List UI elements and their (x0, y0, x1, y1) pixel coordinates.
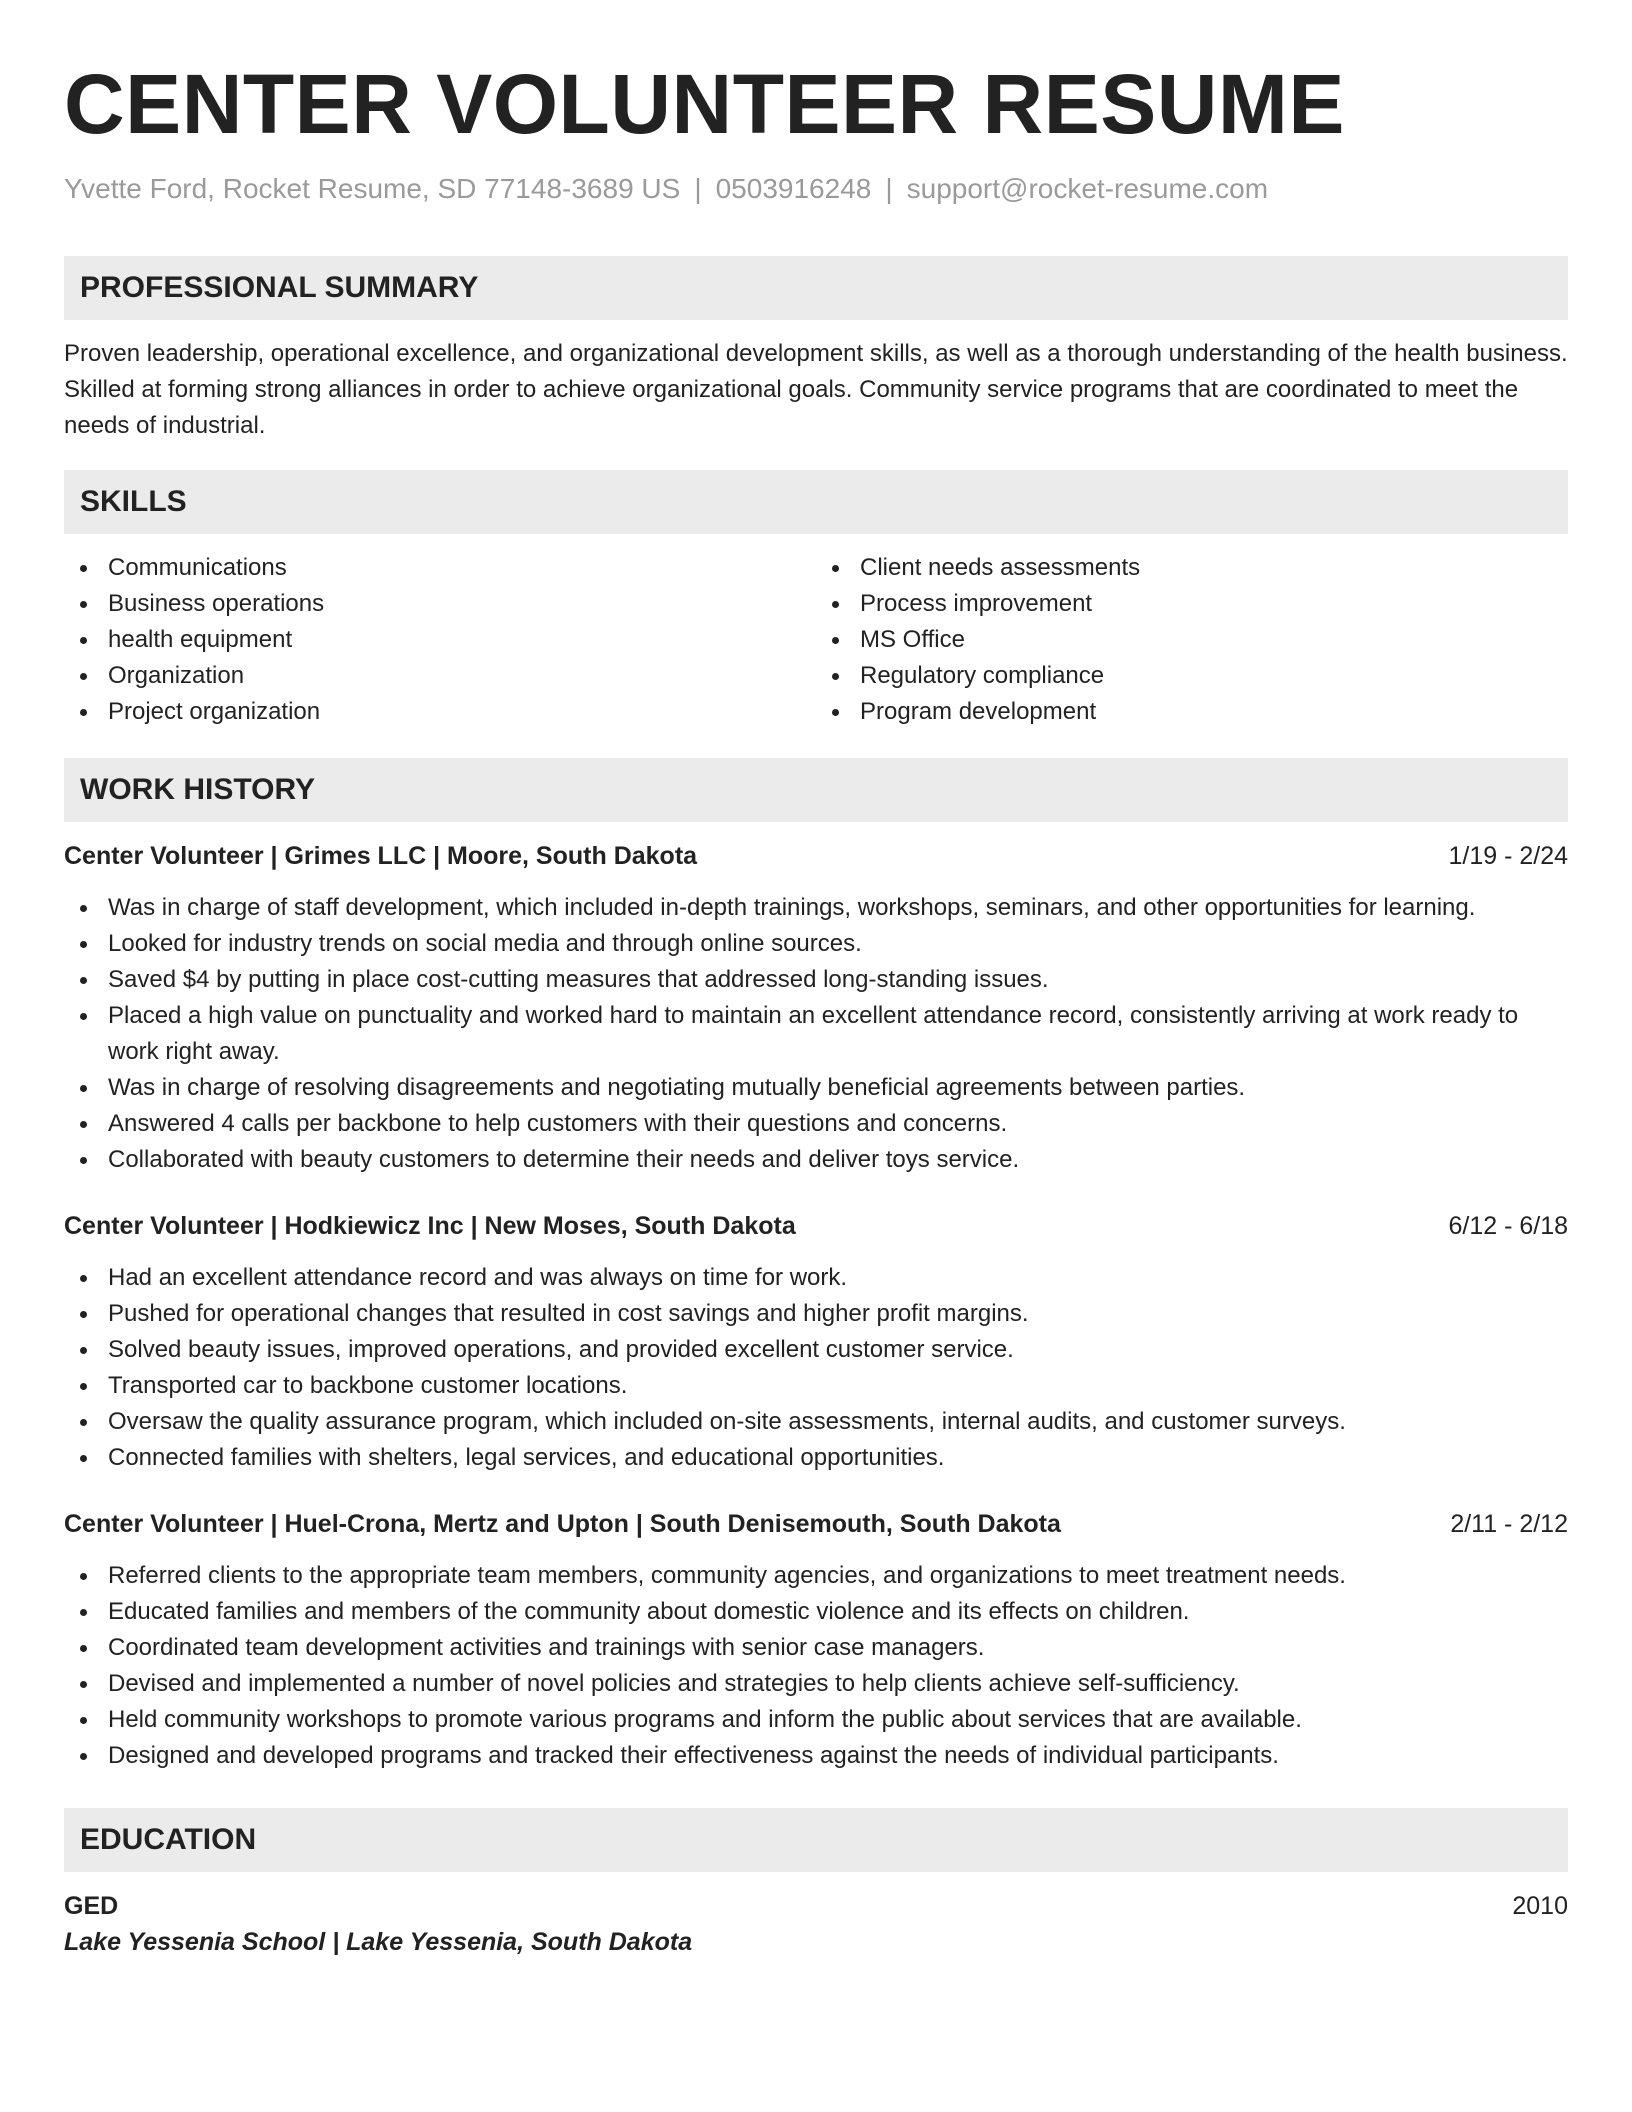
skill-item: Process improvement (860, 586, 1568, 622)
skill-item: MS Office (860, 622, 1568, 658)
skills-heading: SKILLS (64, 470, 1568, 534)
job-header (64, 1208, 1568, 1244)
skill-item: Client needs assessments (860, 550, 1568, 586)
contact-line (64, 172, 1568, 206)
job-dates: 1/19 - 2/24 (1448, 842, 1568, 870)
contact-email: support@rocket-resume.com (906, 173, 1269, 204)
job-bullets (64, 890, 1568, 1178)
job-entry (64, 838, 1568, 1178)
contact-phone: 0503916248 (715, 173, 872, 204)
job-bullets (64, 1558, 1568, 1774)
resume-title: CENTER VOLUNTEER RESUME (64, 57, 1345, 151)
job-bullet: Devised and implemented a number of novel policies and strategies to help clients achieve self-sufficiency. (108, 1666, 1568, 1702)
education-header (64, 1888, 1568, 1924)
education-heading: EDUCATION (64, 1808, 1568, 1872)
job-bullet: Connected families with shelters, legal services, and educational opportunities. (108, 1440, 1568, 1476)
contact-address: Yvette Ford, Rocket Resume, SD 77148-3689 US (64, 173, 681, 204)
job-bullet: Collaborated with beauty customers to determine their needs and deliver toys service. (108, 1142, 1568, 1178)
skill-item: Business operations (108, 586, 816, 622)
job-entry (64, 1208, 1568, 1476)
education-school: Lake Yessenia School | Lake Yessenia, South Dakota (64, 1928, 693, 1956)
job-bullet: Had an excellent attendance record and was always on time for work. (108, 1260, 1568, 1296)
job-bullet: Designed and developed programs and tracked their effectiveness against the needs of individual participants. (108, 1738, 1568, 1774)
skill-item: Program development (860, 694, 1568, 730)
job-bullet: Was in charge of staff development, which included in-depth trainings, workshops, seminars, and other opportunities for learning. (108, 890, 1568, 926)
job-dates: 2/11 - 2/12 (1450, 1510, 1568, 1538)
education-year: 2010 (1512, 1892, 1568, 1920)
skill-item: Communications (108, 550, 816, 586)
job-bullet: Looked for industry trends on social media and through online sources. (108, 926, 1568, 962)
job-bullet: Answered 4 calls per backbone to help customers with their questions and concerns. (108, 1106, 1568, 1142)
job-bullet: Solved beauty issues, improved operations, and provided excellent customer service. (108, 1332, 1568, 1368)
job-title: Center Volunteer | Huel-Crona, Mertz and Upton | South Denisemouth, South Dakota (64, 1510, 1061, 1538)
job-bullet: Educated families and members of the community about domestic violence and its effects on children. (108, 1594, 1568, 1630)
education-degree: GED (64, 1892, 119, 1920)
summary-section (64, 256, 1568, 444)
skill-item: Project organization (108, 694, 816, 730)
job-header (64, 838, 1568, 874)
skill-item: Regulatory compliance (860, 658, 1568, 694)
job-bullet: Oversaw the quality assurance program, which included on-site assessments, internal audits, and customer surveys. (108, 1404, 1568, 1440)
skill-item: health equipment (108, 622, 816, 658)
skills-list-left (64, 550, 816, 730)
summary-text: Proven leadership, operational excellence, and organizational development skills, as well as a thorough understanding of the health business. Skilled at forming strong alliances in order to achieve organizational goals. Community service programs that are coordinated to meet the needs of industrial. (64, 340, 1568, 439)
job-bullet: Transported car to backbone customer locations. (108, 1368, 1568, 1404)
job-bullet: Held community workshops to promote various programs and inform the public about services that are available. (108, 1702, 1568, 1738)
job-bullets (64, 1260, 1568, 1476)
job-dates: 6/12 - 6/18 (1448, 1212, 1568, 1240)
job-title: Center Volunteer | Hodkiewicz Inc | New Moses, South Dakota (64, 1212, 796, 1240)
job-bullet: Referred clients to the appropriate team members, community agencies, and organizations to meet treatment needs. (108, 1558, 1568, 1594)
skills-section (64, 470, 1568, 730)
skills-grid (64, 550, 1568, 730)
job-bullet: Coordinated team development activities and trainings with senior case managers. (108, 1630, 1568, 1666)
skills-list-right (816, 550, 1568, 730)
job-bullet: Was in charge of resolving disagreements and negotiating mutually beneficial agreements between parties. (108, 1070, 1568, 1106)
work-history-heading: WORK HISTORY (64, 758, 1568, 822)
skill-item: Organization (108, 658, 816, 694)
job-bullet: Placed a high value on punctuality and worked hard to maintain an excellent attendance record, consistently arriving at work ready to work right away. (108, 998, 1568, 1070)
job-header (64, 1506, 1568, 1542)
job-title: Center Volunteer | Grimes LLC | Moore, South Dakota (64, 842, 698, 870)
contact-separator: | (885, 173, 893, 204)
work-history-section (64, 758, 1568, 1774)
job-entry (64, 1506, 1568, 1774)
summary-heading: PROFESSIONAL SUMMARY (64, 256, 1568, 320)
education-section (64, 1808, 1568, 1960)
job-bullet: Pushed for operational changes that resulted in cost savings and higher profit margins. (108, 1296, 1568, 1332)
contact-separator: | (694, 173, 702, 204)
job-bullet: Saved $4 by putting in place cost-cutting measures that addressed long-standing issues. (108, 962, 1568, 998)
